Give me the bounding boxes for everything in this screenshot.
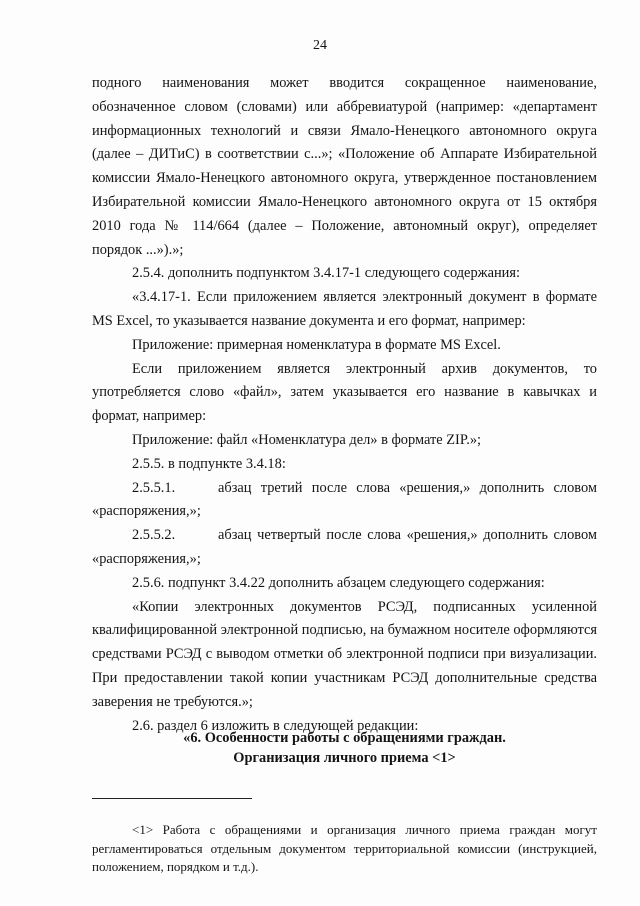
paragraph-2-6: 2.6. раздел 6 изложить в следующей редакции: xyxy=(132,717,419,734)
document-body xyxy=(92,72,597,738)
paragraph-2-5-5-2 xyxy=(92,524,597,548)
paragraph-electronic-copies: «Копии электронных документов РСЭД, подписанных усиленной квалифицированной электронной подписью, на бумажном носителе оформляются средствами РСЭД с выводом отметки об электронной подписи при визуализации. При предоставлении такой копии участникам РСЭД дополнительные средства заверения не требуются.»; xyxy=(92,598,597,710)
paragraph-archive-rule: Если приложением является электронный архив документов, то употребляется слово «файл», затем указывается его название в кавычках и формат, например: xyxy=(92,360,597,425)
section-heading-line-1: «6. Особенности работы с обращениями граждан. xyxy=(183,730,506,746)
paragraph-continuation: подного наименования может вводится сокращенное наименование, обозначенное словом (словами) или аббревиатурой (например: «департамент информационных технологий и связи Ямало-Ненецкого автономного округа (далее – ДИТиС) в соответствии с...»; «Положение об Аппарате Избирательной комиссии Ямало-Ненецкого автономного округа, утвержденное постановлением Избирательной комиссии Ямало-Ненецкого автономного округа от 15 октября 2010 года № 114/664 (далее – Положение, автономный округ), определяет порядок ...»).»; xyxy=(92,75,597,258)
footnote: <1> Работа с обращениями и организация личного приема граждан могут регламентироваться отдельным документом территориальной комиссии (инструкцией, положением, порядком и т.д.). xyxy=(92,822,597,874)
footnote-divider xyxy=(92,798,252,799)
paragraph-2-5-5: 2.5.5. в подпункте 3.4.18: xyxy=(132,455,286,472)
item-tail: «распоряжения,»; xyxy=(92,550,201,567)
page-number: 24 xyxy=(313,38,327,53)
item-number: 2.5.5.2. xyxy=(132,527,176,544)
section-heading-line-2: Организация личного приема <1> xyxy=(233,750,456,766)
item-text: абзац третий после слова «решения,» дополнить словом xyxy=(218,479,597,496)
item-tail: «распоряжения,»; xyxy=(92,503,201,520)
section-heading xyxy=(92,728,597,768)
paragraph-2-5-6: 2.5.6. подпункт 3.4.22 дополнить абзацем следующего содержания: xyxy=(132,574,545,591)
paragraph-2-5-4: 2.5.4. дополнить подпунктом 3.4.17-1 следующего содержания: xyxy=(132,265,520,282)
item-number: 2.5.5.1. xyxy=(132,479,176,496)
paragraph-3-4-17-1: «3.4.17-1. Если приложением является электронный документ в формате MS Excel, то указывается название документа и его формат, например: xyxy=(92,289,597,329)
paragraph-appendix-example-1: Приложение: примерная номенклатура в формате MS Excel. xyxy=(132,336,501,353)
paragraph-appendix-example-2: Приложение: файл «Номенклатура дел» в формате ZIP.»; xyxy=(132,431,482,448)
item-text: абзац четвертый после слова «решения,» дополнить словом xyxy=(218,527,597,544)
paragraph-2-5-5-1 xyxy=(92,477,597,501)
